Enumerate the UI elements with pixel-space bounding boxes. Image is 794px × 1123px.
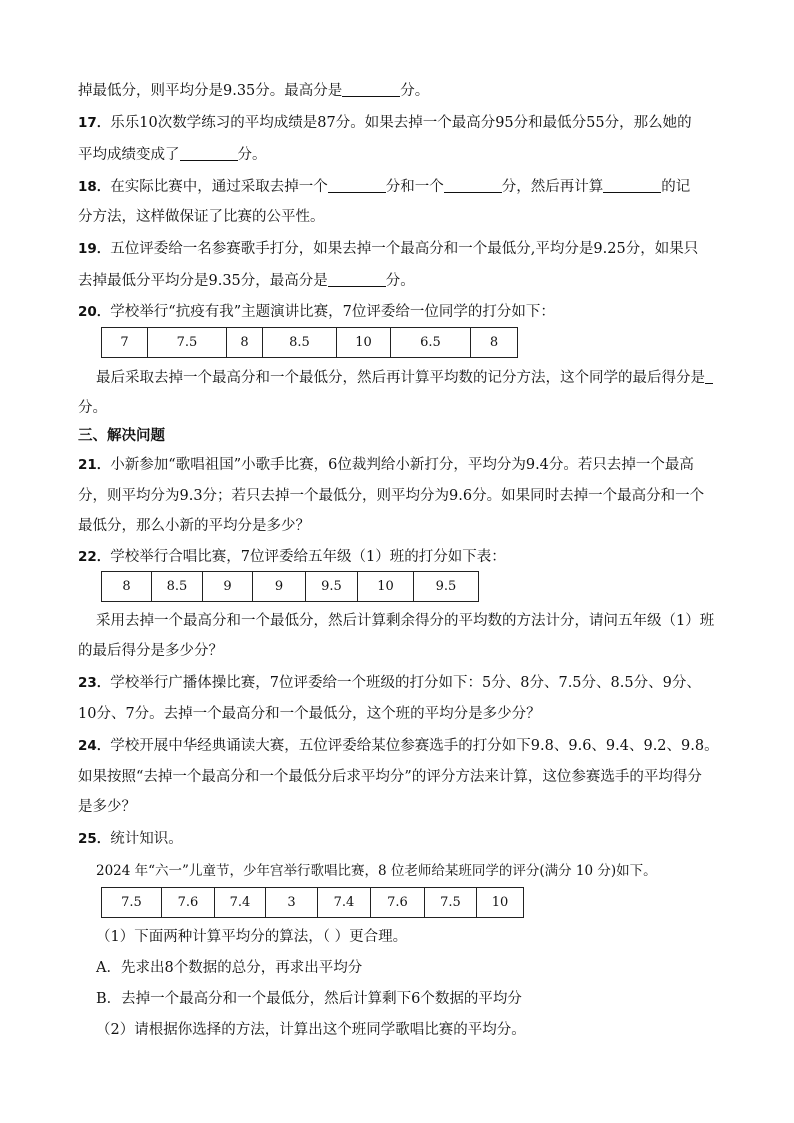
question-text: 分和一个 [385, 179, 444, 195]
question-text: 学校开展中华经典诵读大赛，五位评委给某位参赛选手的打分如下9.8、9.6、9.4、9.2、9.8。 [110, 738, 719, 754]
question-text: 分。 [385, 273, 415, 289]
question-text: 学校举行广播体操比赛，7位评委给一个班级的打分如下：5分、8分、7.5分、8.5分、9分、 [110, 675, 701, 691]
question-24-line2 [78, 767, 702, 787]
question-text: 统计知识。 [110, 831, 183, 847]
question-number: 21． [78, 457, 111, 473]
answer-blank[interactable] [328, 176, 386, 193]
answer-blank[interactable] [444, 176, 502, 193]
question-text: 最后采取去掉一个最高分和一个最低分，然后再计算平均数的记分方法，这个同学的最后得分是 [96, 370, 705, 386]
score-cell: 7.5 [148, 328, 227, 358]
answer-blank[interactable] [180, 144, 238, 161]
text: 分。 [400, 83, 430, 99]
question-text: 乐乐10次数学练习的平均成绩是87分。如果去掉一个最高分95分和最低分55分，那么她的 [110, 115, 692, 131]
score-cell: 9.5 [306, 572, 358, 602]
score-cell: 7.4 [215, 888, 266, 918]
question-22-line2 [96, 611, 714, 631]
score-cell: 9.5 [414, 572, 479, 602]
question-text: （1）下面两种计算平均分的算法，（ ）更合理。 [96, 929, 408, 945]
question-text: 五位评委给一名参赛歌手打分，如果去掉一个最高分和一个最低分,平均分是9.25分，如果只 [110, 241, 699, 257]
question-text: 在实际比赛中，通过采取去掉一个 [110, 179, 328, 195]
question-18-line2 [78, 207, 325, 227]
question-text: 学校举行合唱比赛，7位评委给五年级（1）班的打分如下表： [110, 549, 506, 565]
question-text: 的最后得分是多少分？ [78, 643, 223, 659]
question-24-line3 [78, 797, 136, 817]
score-cell: 7.4 [318, 888, 371, 918]
question-text: 的记 [661, 179, 691, 195]
question-text: 2024 年“六一”儿童节，少年宫举行歌唱比赛，8 位老师给某班同学的评分(满分 10 分)如下。 [96, 863, 657, 879]
question-number: 25． [78, 831, 111, 847]
question-22 [78, 547, 506, 567]
score-cell: 6.5 [391, 328, 471, 358]
score-cell: 7.5 [425, 888, 477, 918]
score-cell: 8 [227, 328, 263, 358]
score-row [102, 328, 518, 358]
question-19 [78, 239, 698, 259]
score-cell: 8.5 [263, 328, 337, 358]
question-text: 是多少？ [78, 799, 136, 815]
q16-continuation [78, 80, 429, 101]
question-number: 18． [78, 179, 111, 195]
question-23-line2 [78, 704, 541, 724]
q20-score-table [101, 327, 518, 358]
question-text: 分，然后再计算 [501, 179, 604, 195]
question-number: 19． [78, 241, 111, 257]
question-text: 如果按照“去掉一个最高分和一个最低分后求平均分”的评分方法来计算，这位参赛选手的平均得分 [78, 769, 702, 785]
question-25-part1 [96, 927, 407, 947]
score-cell: 10 [477, 888, 524, 918]
question-number: 20． [78, 304, 111, 320]
question-text: 分。 [237, 147, 267, 163]
question-number: 17． [78, 115, 111, 131]
option-text: B．去掉一个最高分和一个最低分，然后计算剩下6个数据的平均分 [96, 991, 522, 1007]
question-20-line3 [78, 398, 107, 418]
question-25-option-a [96, 958, 362, 978]
score-cell: 3 [266, 888, 318, 918]
question-17 [78, 113, 692, 133]
answer-blank[interactable] [603, 176, 661, 193]
question-text: 采用去掉一个最高分和一个最低分，然后计算剩余得分的平均数的方法计分，请问五年级（1）班 [96, 613, 715, 629]
score-cell: 10 [337, 328, 391, 358]
score-cell: 10 [358, 572, 414, 602]
question-text: 分方法，这样做保证了比赛的公平性。 [78, 209, 325, 225]
score-cell: 9 [253, 572, 306, 602]
question-text: 分，则平均分为9.3分；若只去掉一个最低分，则平均分为9.6分。如果同时去掉一个最高分和一个 [78, 488, 705, 504]
option-text: A．先求出8个数据的总分，再求出平均分 [96, 960, 363, 976]
score-row [102, 888, 524, 918]
answer-blank[interactable] [705, 367, 713, 384]
question-21 [78, 455, 694, 475]
question-text: 最低分，那么小新的平均分是多少？ [78, 518, 310, 534]
question-21-line3 [78, 516, 310, 536]
text: 掉最低分，则平均分是9.35分。最高分是 [78, 83, 343, 99]
question-25 [78, 829, 183, 849]
question-number: 23． [78, 675, 111, 691]
question-text: 学校举行“抗疫有我”主题演讲比赛，7位评委给一位同学的打分如下： [110, 304, 555, 320]
question-20-line2 [96, 367, 713, 388]
question-25-part2 [96, 1020, 526, 1040]
question-21-line2 [78, 486, 704, 506]
question-25-option-b [96, 989, 522, 1009]
question-23 [78, 673, 701, 693]
score-cell: 8 [102, 572, 152, 602]
question-text: 小新参加“歌唱祖国”小歌手比赛，6位裁判给小新打分，平均分为9.4分。若只去掉一个最高 [110, 457, 694, 473]
score-cell: 7.5 [102, 888, 162, 918]
question-17-line2 [78, 144, 267, 165]
question-18 [78, 176, 690, 197]
q25-score-table [101, 887, 524, 918]
section-heading: 三、解决问题 [78, 428, 165, 444]
question-number: 24． [78, 738, 111, 754]
question-text: （2）请根据你选择的方法，计算出这个班同学歌唱比赛的平均分。 [96, 1022, 526, 1038]
question-number: 22． [78, 549, 111, 565]
question-24 [78, 736, 719, 756]
score-cell: 8.5 [152, 572, 203, 602]
score-cell: 7.6 [371, 888, 425, 918]
question-text: 分。 [78, 400, 107, 416]
score-cell: 7 [102, 328, 148, 358]
question-text: 平均成绩变成了 [78, 147, 180, 163]
score-cell: 8 [471, 328, 518, 358]
answer-blank[interactable] [342, 80, 400, 97]
question-text: 10分、7分。去掉一个最高分和一个最低分，这个班的平均分是多少分？ [78, 706, 541, 722]
score-cell: 7.6 [162, 888, 215, 918]
question-19-line2 [78, 270, 415, 291]
score-cell: 9 [203, 572, 253, 602]
q22-score-table [101, 571, 479, 602]
question-25-context [96, 861, 657, 881]
score-row [102, 572, 479, 602]
question-text: 去掉最低分平均分是9.35分，最高分是 [78, 273, 328, 289]
question-20 [78, 302, 555, 322]
question-22-line3 [78, 641, 223, 661]
answer-blank[interactable] [328, 270, 386, 287]
